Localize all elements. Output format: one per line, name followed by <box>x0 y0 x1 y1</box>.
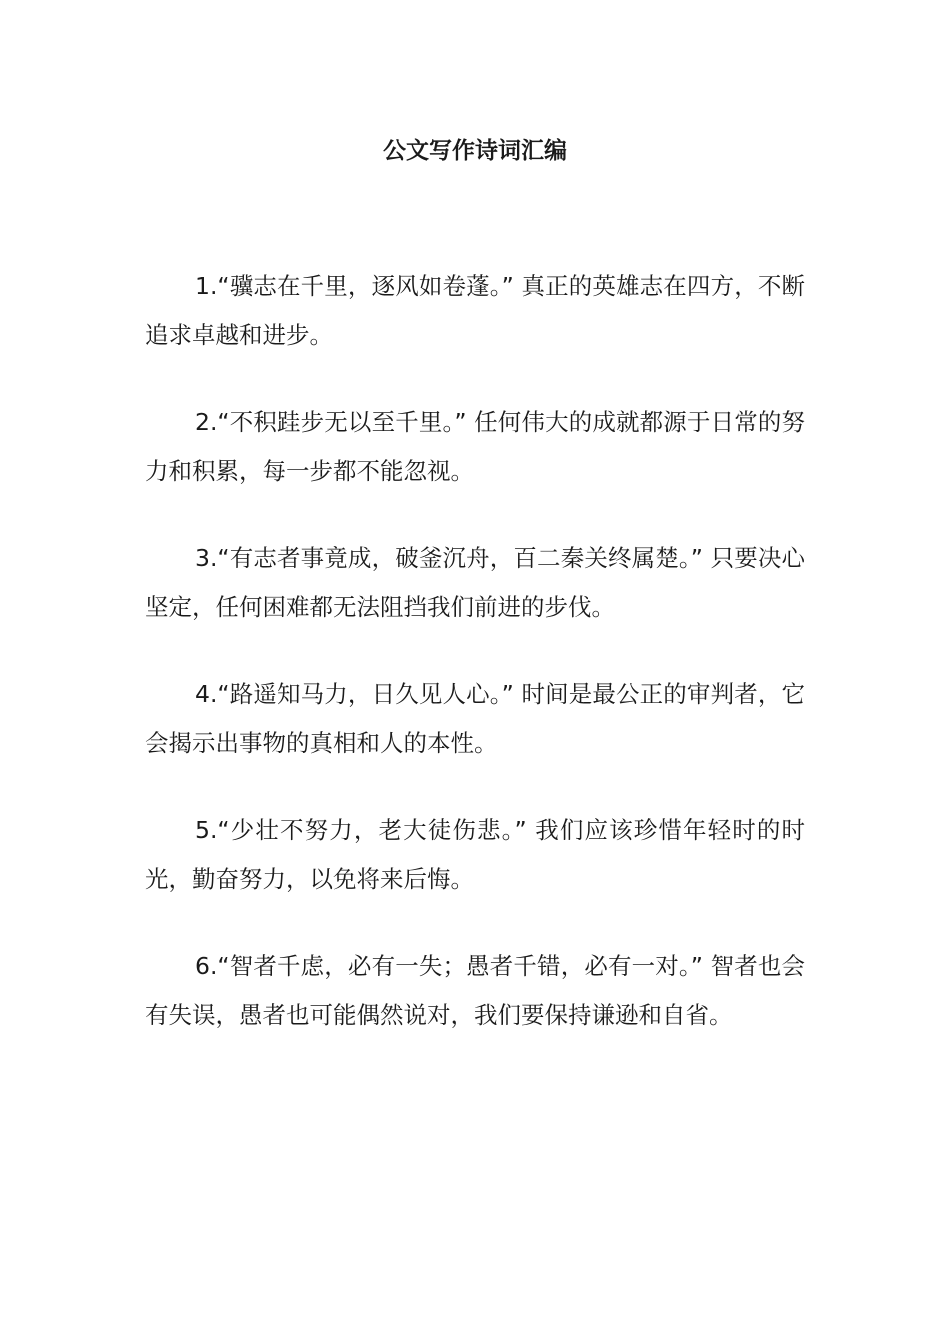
paragraph-4: 4.“路遥知马力，日久见人心。” 时间是最公正的审判者，它会揭示出事物的真相和人的本性。 <box>145 680 805 757</box>
paragraph-6: 6.“智者千虑，必有一失；愚者千错，必有一对。” 智者也会有失误，愚者也可能偶然说对，我们要保持谦逊和自省。 <box>145 952 805 1029</box>
document-body <box>145 262 805 1078</box>
document-title: 公文写作诗词汇编 <box>383 138 567 164</box>
paragraph-3: 3.“有志者事竟成，破釜沉舟，百二秦关终属楚。” 只要决心坚定，任何困难都无法阻挡我们前进的步伐。 <box>145 544 805 621</box>
paragraph-2: 2.“不积跬步无以至千里。” 任何伟大的成就都源于日常的努力和积累，每一步都不能忽视。 <box>145 408 805 485</box>
paragraph-5: 5.“少壮不努力，老大徒伤悲。” 我们应该珍惜年轻时的时光，勤奋努力，以免将来后悔。 <box>145 816 805 893</box>
paragraph-1: 1.“骥志在千里，逐风如卷蓬。” 真正的英雄志在四方，不断追求卓越和进步。 <box>145 272 805 349</box>
